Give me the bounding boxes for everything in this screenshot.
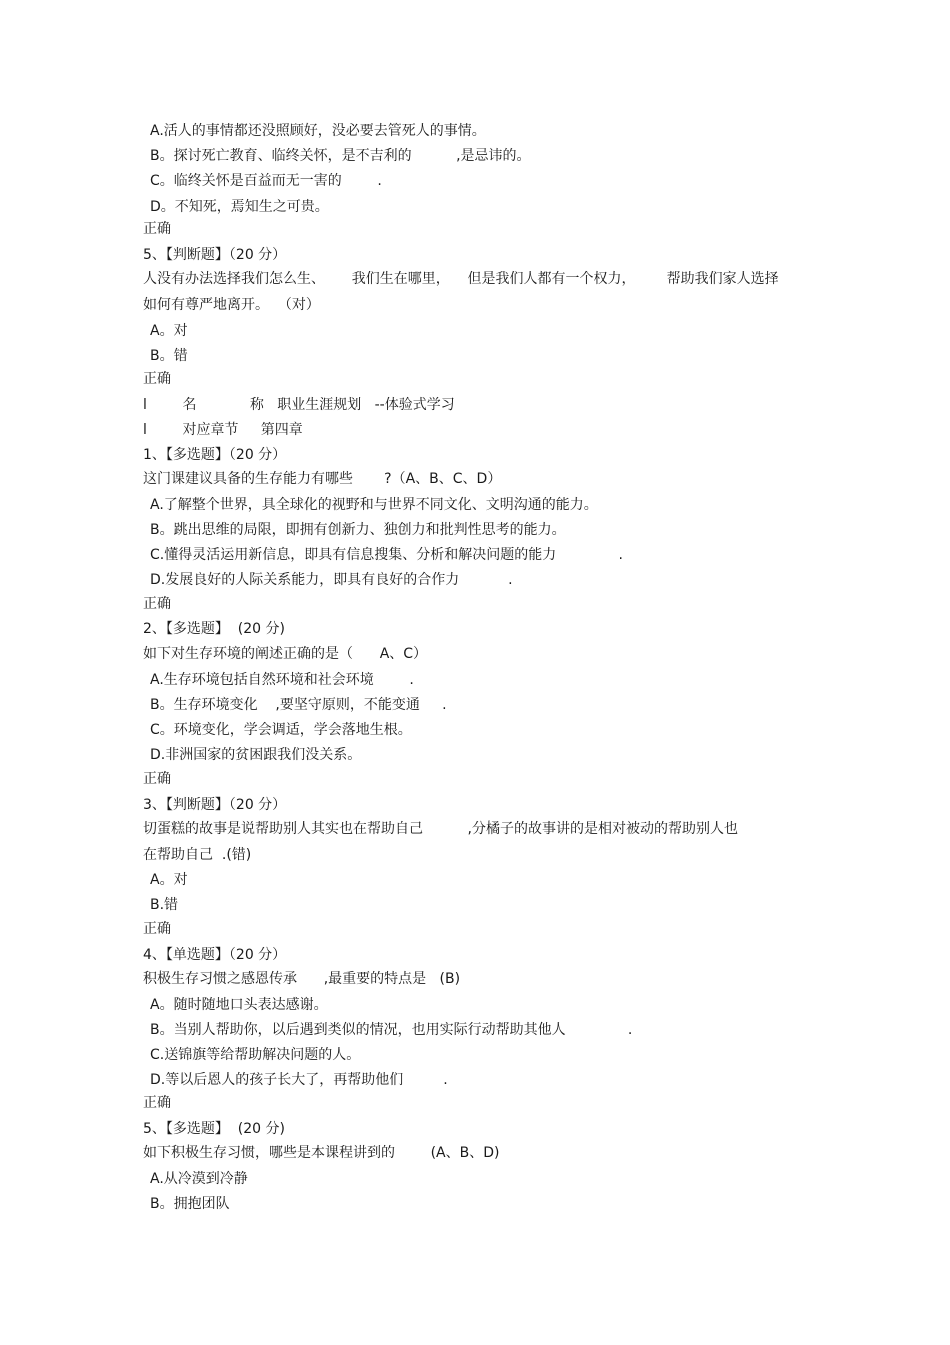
- question-text: 这门课建议具备的生存能力有哪些 ?（A、B、C、D）: [143, 471, 502, 487]
- question-text: 人没有办法选择我们怎么生、 我们生在哪里， 但是我们人都有一个权力， 帮助我们家人选择: [143, 271, 779, 287]
- option: B。当别人帮助你，以后遇到类似的情况，也用实际行动帮助其他人 .: [150, 1022, 633, 1038]
- answer-status: 正确: [143, 921, 171, 937]
- option: A。对: [150, 323, 188, 339]
- question-text: 如何有尊严地离开。 （对）: [143, 297, 320, 313]
- option: D.等以后恩人的孩子长大了，再帮助他们 .: [150, 1072, 448, 1088]
- text-line: A.活人的事情都还没照顾好，没必要去管死人的事情。: [150, 123, 486, 139]
- option: C.送锦旗等给帮助解决问题的人。: [150, 1047, 361, 1063]
- text-line: D。不知死，焉知生之可贵。: [150, 199, 329, 215]
- option: B。错: [150, 348, 188, 364]
- course-info: l 对应章节 第四章: [143, 422, 303, 438]
- answer-status: 正确: [143, 596, 171, 612]
- text-line: C。临终关怀是百益而无一害的 .: [150, 173, 382, 189]
- question-text: 如下对生存环境的阐述正确的是（ A、C）: [143, 646, 428, 662]
- question-heading: 2、【多选题】 (20 分): [143, 621, 285, 637]
- text-line: 正确: [143, 221, 171, 237]
- option: A.生存环境包括自然环境和社会环境 .: [150, 672, 414, 688]
- option: D.发展良好的人际关系能力，即具有良好的合作力 .: [150, 572, 513, 588]
- question-text: 切蛋糕的故事是说帮助别人其实也在帮助自己 ,分橘子的故事讲的是相对被动的帮助别人也: [143, 821, 738, 837]
- question-heading: 5、【多选题】 (20 分): [143, 1121, 285, 1137]
- option: A.从冷漠到冷静: [150, 1171, 248, 1187]
- option: B。拥抱团队: [150, 1196, 230, 1212]
- question-heading: 4、【单选题】（20 分）: [143, 947, 287, 963]
- question-text: 在帮助自己 .(错): [143, 847, 252, 863]
- text-line: B。探讨死亡教育、临终关怀，是不吉利的 ,是忌讳的。: [150, 148, 531, 164]
- option: A。对: [150, 872, 188, 888]
- option: A.了解整个世界，具全球化的视野和与世界不同文化、文明沟通的能力。: [150, 497, 598, 513]
- question-text: 积极生存习惯之感恩传承 ,最重要的特点是 (B): [143, 971, 461, 987]
- answer-status: 正确: [143, 1095, 171, 1111]
- answer-status: 正确: [143, 771, 171, 787]
- answer-status: 正确: [143, 371, 171, 387]
- question-text: 如下积极生存习惯，哪些是本课程讲到的 (A、B、D): [143, 1145, 500, 1161]
- option: D.非洲国家的贫困跟我们没关系。: [150, 747, 362, 763]
- option: C。环境变化，学会调适，学会落地生根。: [150, 722, 412, 738]
- question-heading: 5、【判断题】（20 分）: [143, 247, 287, 263]
- option: C.懂得灵活运用新信息，即具有信息搜集、分析和解决问题的能力 .: [150, 547, 623, 563]
- course-info: l 名 称 职业生涯规划 --体验式学习: [143, 397, 455, 413]
- option: B.错: [150, 897, 179, 913]
- option: B。跳出思维的局限，即拥有创新力、独创力和批判性思考的能力。: [150, 522, 566, 538]
- question-heading: 1、【多选题】（20 分）: [143, 447, 287, 463]
- question-heading: 3、【判断题】（20 分）: [143, 797, 287, 813]
- option: B。生存环境变化 ,要坚守原则，不能变通 .: [150, 697, 447, 713]
- option: A。随时随地口头表达感谢。: [150, 997, 328, 1013]
